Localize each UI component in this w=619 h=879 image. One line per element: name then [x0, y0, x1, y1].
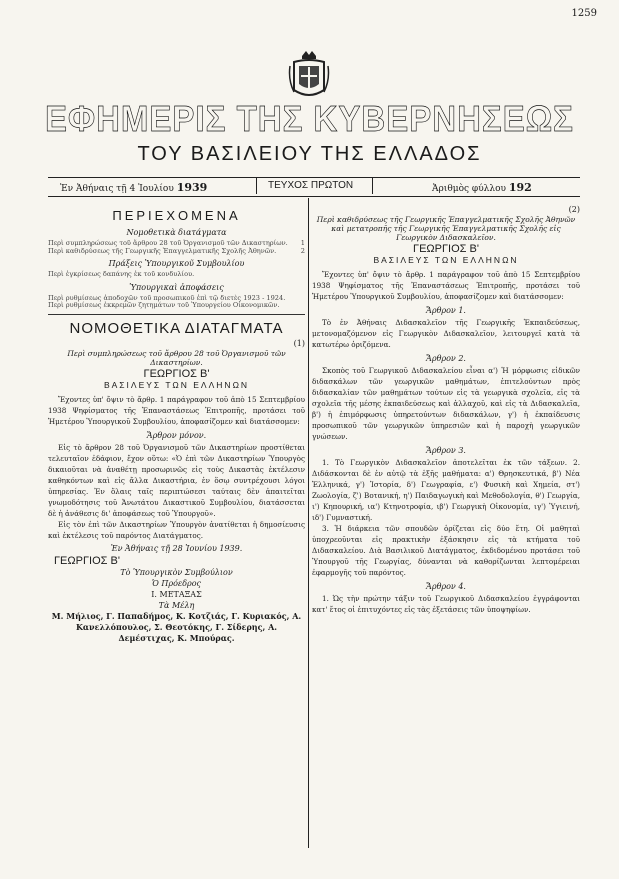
- issue-sheet-number: 192: [508, 181, 532, 194]
- king-heading: ΓΕΩΡΓΙΟΣ Β': [143, 367, 210, 380]
- article-heading: Ἄρθρον 4.: [426, 582, 466, 591]
- masthead-divider: [256, 178, 257, 194]
- pm-name: Ι. ΜΕΤΑΞΑΣ: [151, 589, 202, 599]
- contents-item[interactable]: [48, 248, 305, 256]
- masthead-top-rule: [48, 177, 580, 178]
- issue-date: [60, 181, 207, 194]
- decree-preamble: Ἔχοντες ὑπ' ὄψιν τὸ ἄρθρ. 1 παράγραφον τοῦ ἀπὸ 15 Σεπτεμβρίου 1938 Ψηφίσματος τῆς Ἐπαναστάσεως Ἐπιτροπῆς, προτάσει τοῦ Ἡμετέρου Ὑπουργικοῦ Συμβουλίου, ἀποφασίζομεν καὶ διατάσσομεν:: [48, 394, 305, 426]
- issue-series: ΤΕΥΧΟΣ ΠΡΩΤΟΝ: [268, 180, 354, 191]
- issue-sheet-label: Ἀριθμὸς φύλλου: [432, 184, 506, 194]
- contents-section-title: Νομοθετικὰ διατάγματα: [126, 228, 227, 237]
- gazette-title: ΕΦΗΜΕΡΙΣ ΤΗΣ ΚΥΒΕΡΝΗΣΕΩΣ: [45, 98, 574, 139]
- king-signature: ΓΕΩΡΓΙΟΣ Β': [54, 554, 120, 567]
- royal-crest-icon: [288, 50, 330, 102]
- contents-item-page: 2: [300, 246, 305, 255]
- contents-item[interactable]: [48, 271, 305, 279]
- king-title: ΒΑΣΙΛΕΥΣ ΤΩΝ ΕΛΛΗΝΩΝ: [103, 379, 250, 390]
- masthead-divider: [372, 178, 373, 194]
- decree-body: Εἰς τὸ ἄρθρον 28 τοῦ Ὀργανισμοῦ τῶν Δικαστηρίων προστίθεται τελευταῖον ἐδάφιον, ἔχον οὕτω: «Ὁ ἐπὶ τῶν Δικαστηρίων Ὑπουργὸς δικαιοῦται νὰ ἀναθέτῃ προσωρινῶς εἰς τοὺς Δικαστὰς ἐκτέλεσιν καθηκόντων καὶ εἰς ἄλλα Δικαστήρια, ἐν ὅσῳ συντρέχουσι λόγοι ὑπηρεσίας. Ἐν ὅλαις ταῖς περιπτώσεσι ταύταις δὲν ἀπαιτεῖται γνωμοδότησις τοῦ Ἀνωτάτου Δικαστικοῦ Συμβουλίου, διατάσσεται δὲ ἡ ἀνάθεσις δι' ἀποφάσεως τοῦ Ὑπουργοῦ».: [48, 442, 305, 518]
- article-text: 3. Ἡ διάρκεια τῶν σπουδῶν ὁρίζεται εἰς δύο ἔτη. Οἱ μαθηταὶ ὑποχρεοῦνται εἰς πρακτικὴν ἐξάσκησιν εἰς τὰ κτήματα τοῦ Διδασκαλείου. Διὰ Βασιλικοῦ Διατάγματος, ἐκδιδομένου προτάσει τοῦ Ὑπουργοῦ τῆς Γεωργίας, δύνανται νὰ καθορίζωνται λεπτομέρειαι ἐφαρμογῆς τοῦ παρόντος.: [312, 524, 580, 577]
- decree-subject: Περὶ συμπληρώσεως τοῦ ἄρθρου 28 τοῦ Ὀργανισμοῦ τῶν Δικαστηρίων.: [67, 348, 286, 367]
- article-heading: Ἄρθρον μόνον.: [146, 430, 207, 440]
- decree-preamble: Ἔχοντες ὑπ' ὄψιν τὸ ἄρθρ. 1 παράγραφον τοῦ ἀπὸ 15 Σεπτεμβρίου 1938 Ψηφίσματος τῆς Ἐπαναστάσεως Ἐπιτροπῆς, προτάσει τοῦ Ἡμετέρου Ὑπουργικοῦ Συμβουλίου, ἀποφασίζομεν καὶ διατάσσομεν:: [312, 270, 580, 301]
- contents-item-text: Περὶ ἐγκρίσεως δαπάνης ἐκ τοῦ κονδυλίου.: [48, 270, 195, 279]
- members-signatures: Μ. Μήλιος, Γ. Παπαδήμος, Κ. Κοτζιάς, Γ. Κυριακός, Α. Κανελλόπουλος, Σ. Θεοτόκης, Γ. Σίδερης, Α. Δεμέστιχας, Κ. Μπούρας.: [51, 610, 302, 643]
- article-heading: Ἄρθρον 2.: [426, 354, 466, 363]
- section-title: ΝΟΜΟΘΕΤΙΚΑ ΔΙΑΤΑΓΜΑΤΑ: [69, 319, 284, 337]
- pm-title: Ὁ Πρόεδρος: [151, 578, 202, 588]
- contents-section-title: Ὑπουργικαὶ ἀποφάσεις: [129, 282, 224, 292]
- decree-number: (2): [568, 205, 580, 214]
- issue-date-label: Ἐν Ἀθήναις τῇ 4 Ἰουλίου: [60, 184, 174, 194]
- contents-item[interactable]: [48, 302, 305, 310]
- contents-item-text: Περὶ καθιδρύσεως τῆς Γεωργικῆς Ἐπαγγελματικῆς Σχολῆς Ἀθηνῶν.: [48, 246, 277, 255]
- section-divider: [48, 314, 305, 315]
- masthead-bottom-rule: [48, 196, 580, 197]
- article-text: Σκοπὸς τοῦ Γεωργικοῦ Διδασκαλείου εἶναι α') Ἡ μόρφωσις εἰδικῶν διδασκάλων τῶν γεωργικῶν μαθημάτων, ἐπιτελούντων πρὸς διδασκαλίαν τῶν μαθημάτων τούτων εἰς τὰ γεωργικὰ σχολεῖα, εἰς τὰ σχολεῖα τῆς μέσης ἐκπαιδεύσεως καὶ ἀλλαχοῦ, καὶ εἰς τὰ Διδασκαλεῖα, β') ἡ ἐπιμόρφωσις ὑπηρετούντων διδασκάλων, γ') ἡ ἐκπαίδευσις προσωπικοῦ τῶν γεωργικῶν ὑπηρεσιῶν καὶ ἡ παροχὴ γεωργικῶν γνώσεων.: [312, 366, 580, 441]
- decree-number: (1): [293, 338, 305, 348]
- contents-item-text: Περὶ ρυθμίσεως ἀποδοχῶν τοῦ προσωπικοῦ ἐπὶ τῷ διετὲς 1923 - 1924.: [48, 293, 286, 302]
- gazette-subtitle: ΤΟΥ ΒΑΣΙΛΕΙΟΥ ΤΗΣ ΕΛΛΑΔΟΣ: [137, 143, 482, 165]
- contents-item-text: Περὶ ρυθμίσεως ἐκκρεμῶν ζητημάτων τοῦ Ὑπουργείου Οἰκονομικῶν.: [48, 301, 280, 310]
- issue-sheet: [432, 181, 532, 194]
- contents-item-text: Περὶ συμπληρώσεως τοῦ ἄρθρου 28 τοῦ Ὀργανισμοῦ τῶν Δικαστηρίων.: [48, 239, 288, 247]
- article-heading: Ἄρθρον 1.: [426, 306, 466, 315]
- issue-year: 1939: [176, 181, 208, 194]
- page-number: 1259: [571, 8, 597, 19]
- left-column: [48, 204, 305, 644]
- article-text: Τὸ ἐν Ἀθήναις Διδασκαλεῖον τῆς Γεωργικῆς Ἐκπαιδεύσεως, μετονομαζόμενον εἰς Γεωργικὸν Διδασκαλεῖον, λειτουργεῖ κατὰ τὰ κατωτέρω ὁριζόμενα.: [312, 318, 580, 349]
- members-label: Τὰ Μέλη: [158, 600, 195, 610]
- article-text: 1. Τὸ Γεωργικὸν Διδασκαλεῖον ἀποτελεῖται ἐκ τῶν τάξεων. 2. Διδάσκονται δὲ ἐν αὐτῷ τὰ ἑξῆς μαθήματα: α') Θρησκευτικά, β') Νέα Ἑλληνικά, γ') Ἱστορία, δ') Γεωγραφία, ε') Φυσικὴ καὶ Χημεία, στ') Ζωολογία, ζ') Βοτανική, η') Παιδαγωγικὴ καὶ Μεθοδολογία, θ') Γεωργία, ι') Κηπουρική, ια') Κτηνοτροφία, ιβ') Γεωργικὴ Οἰκονομία, ιγ') Ὑγιεινή, ιδ') Γυμναστική.: [312, 458, 580, 522]
- contents-heading: ΠΕΡΙΕΧΟΜΕΝΑ: [112, 208, 241, 223]
- article-text: 1. Ὡς τὴν πρώτην τάξιν τοῦ Γεωργικοῦ Διδασκαλείου ἐγγράφονται κατ' ἔτος οἱ ἐπιτυχόντες εἰς τὰς ἐξετάσεις τῶν ὑποψηφίων.: [312, 594, 580, 614]
- contents-section-title: Πράξεις Ὑπουργικοῦ Συμβουλίου: [108, 259, 245, 269]
- decree-body-2: Εἰς τὸν ἐπὶ τῶν Δικαστηρίων Ὑπουργὸν ἀνατίθεται ἡ δημοσίευσις καὶ ἐκτέλεσις τοῦ παρόντος Διατάγματος.: [48, 519, 305, 540]
- decree-subject: Περὶ καθιδρύσεως τῆς Γεωργικῆς Ἐπαγγελματικῆς Σχολῆς Ἀθηνῶν καὶ μετατροπῆς τῆς Γεωργικῆς Ἐπαγγελματικῆς Σχολῆς εἰς Γεωργικὸν Διδασκαλεῖον.: [316, 215, 576, 242]
- king-title: ΒΑΣΙΛΕΥΣ ΤΩΝ ΕΛΛΗΝΩΝ: [373, 255, 519, 265]
- council-label: Τὸ Ὑπουργικὸν Συμβούλιον: [120, 567, 233, 577]
- king-heading: ΓΕΩΡΓΙΟΣ Β': [413, 243, 479, 255]
- right-column: [312, 204, 580, 615]
- place-date: Ἐν Ἀθήναις τῇ 28 Ἰουνίου 1939.: [110, 543, 243, 553]
- article-heading: Ἄρθρον 3.: [426, 446, 466, 455]
- contents-item-page: 1: [300, 239, 305, 247]
- column-divider: [308, 198, 309, 848]
